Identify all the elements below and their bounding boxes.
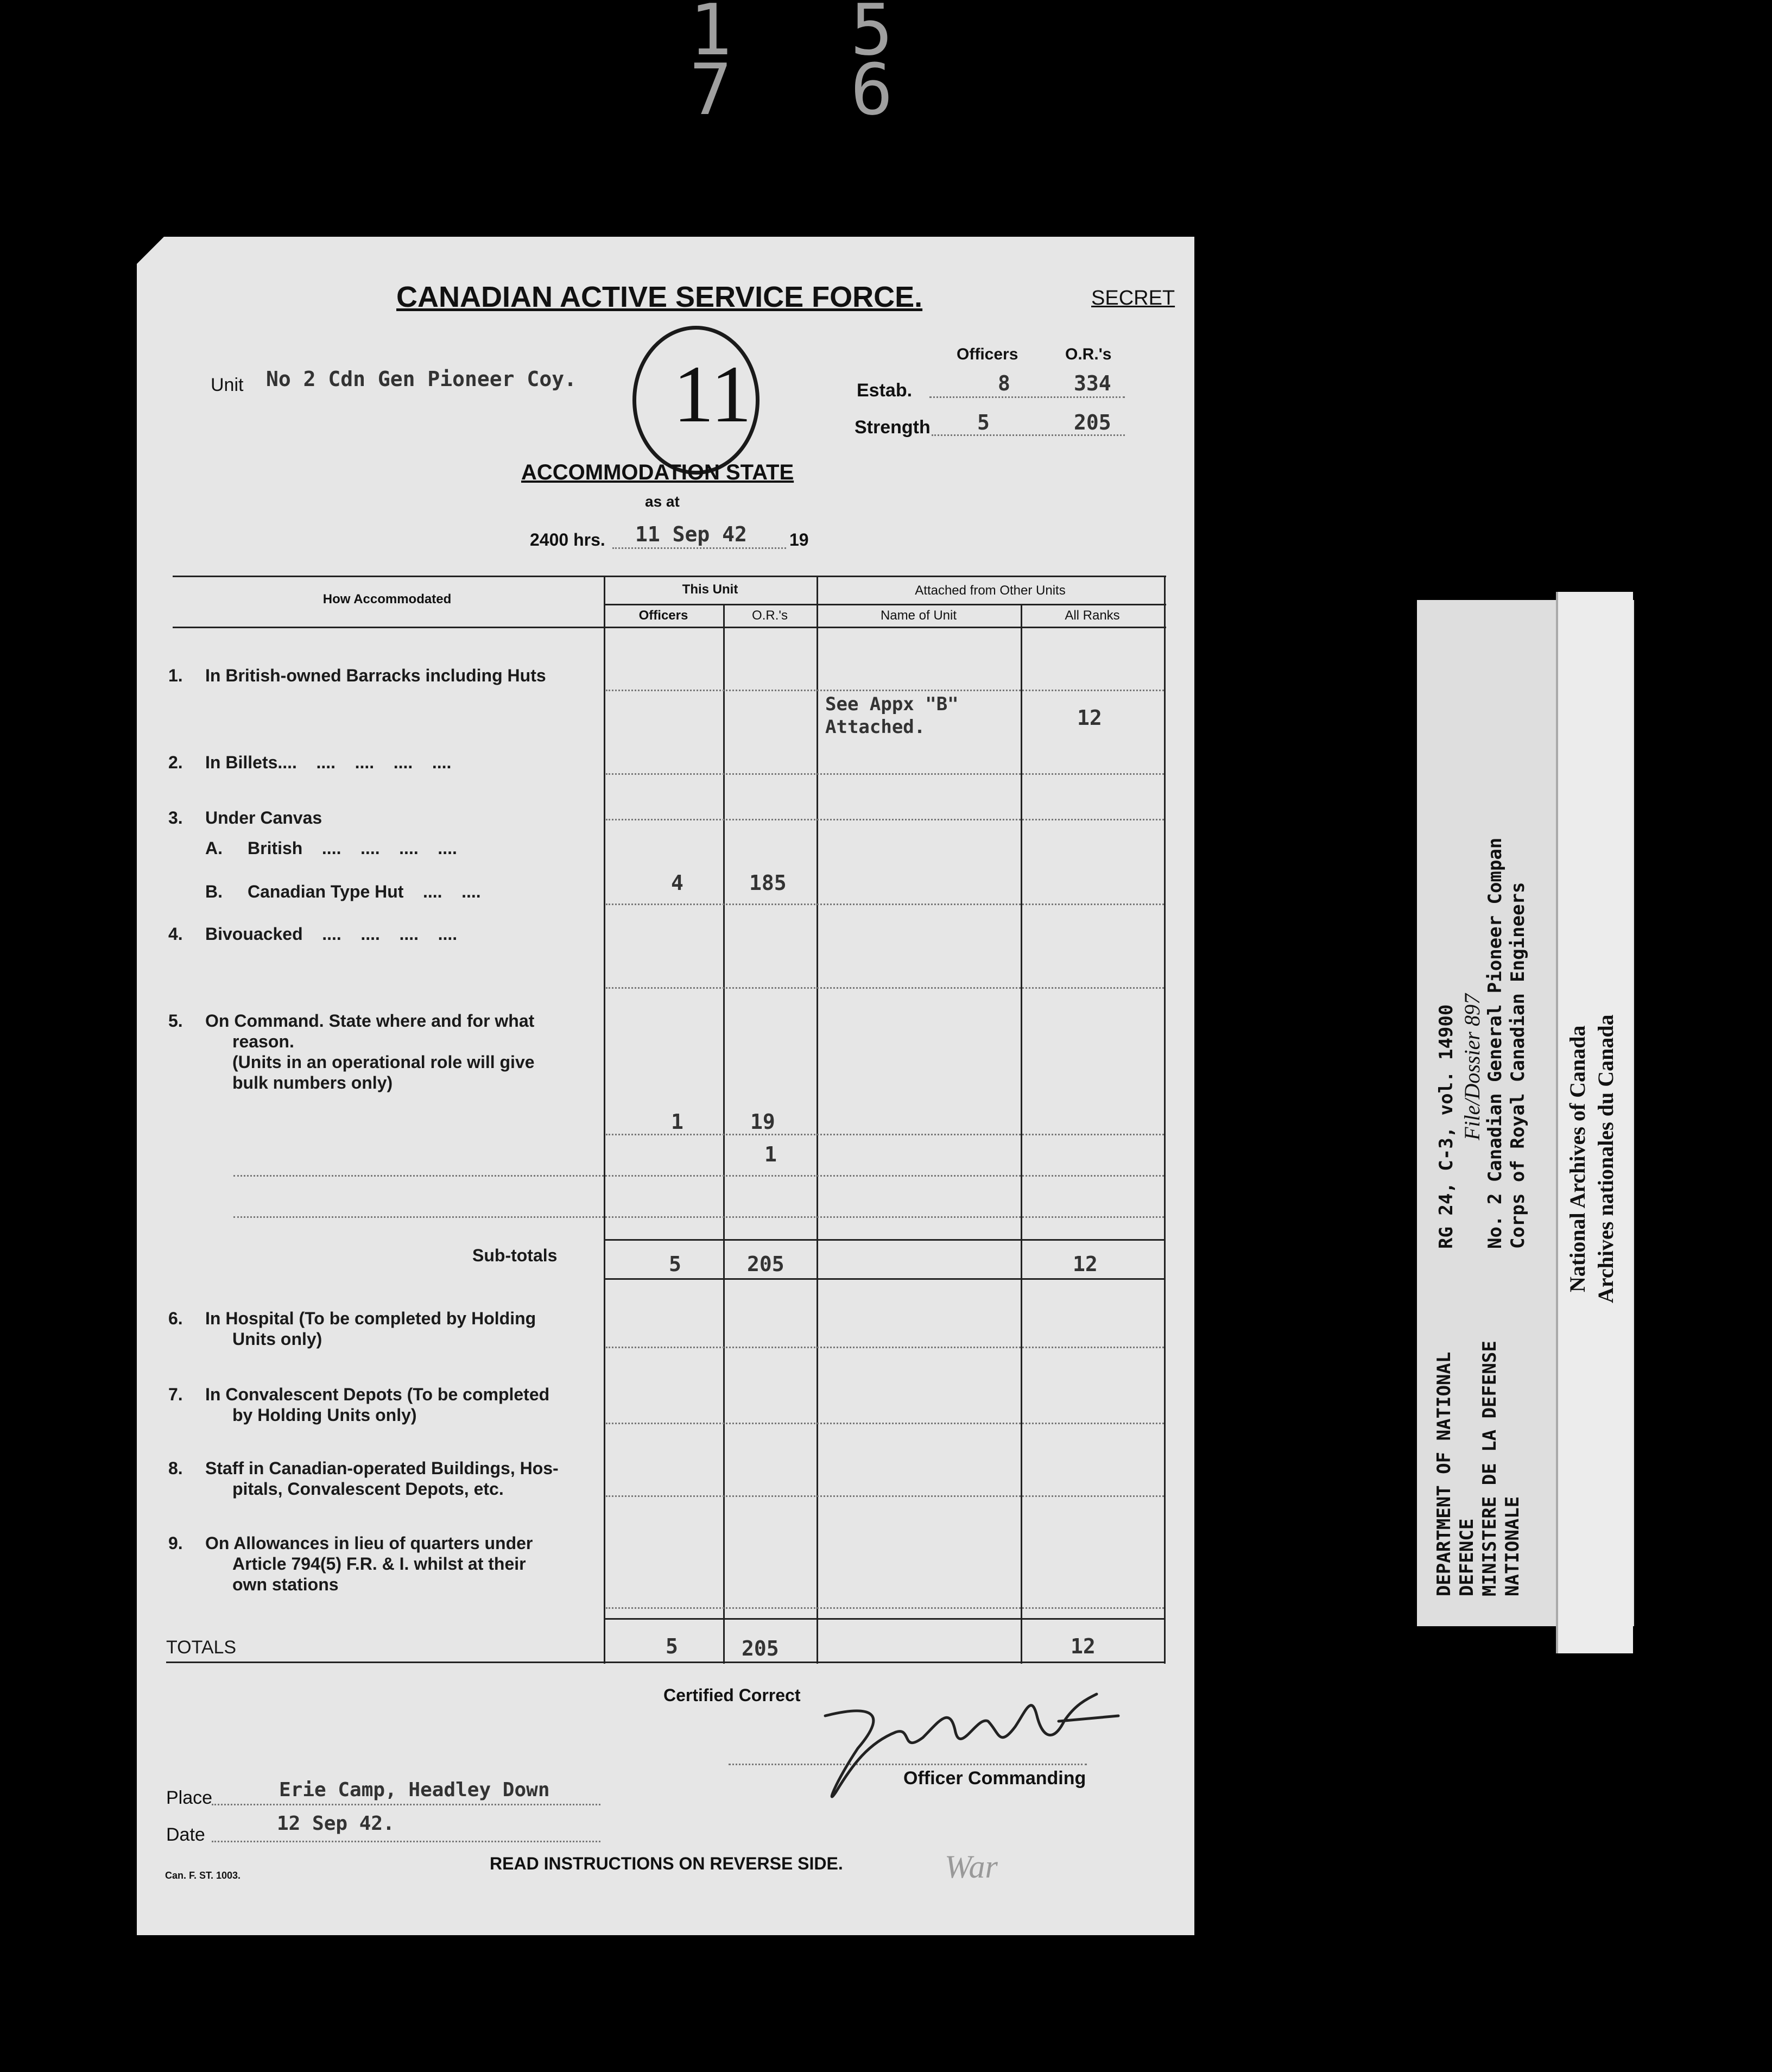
totals-label: TOTALS bbox=[166, 1637, 237, 1658]
row7-label-line1: In Convalescent Depots (To be completed bbox=[205, 1385, 550, 1404]
estab-ors: 334 bbox=[1074, 371, 1111, 395]
strength-ors: 205 bbox=[1074, 410, 1111, 434]
row5-ors-second: 1 bbox=[764, 1142, 777, 1166]
row1-name-of-unit: See Appx "B" Attached. bbox=[825, 693, 959, 738]
header-how-accommodated: How Accommodated bbox=[322, 592, 452, 607]
estab-label: Estab. bbox=[857, 380, 913, 401]
header-name-of-unit: Name of Unit bbox=[880, 608, 957, 623]
year-prefix: 19 bbox=[789, 530, 809, 549]
certified-correct: Certified Correct bbox=[663, 1685, 801, 1705]
row8-number: 8. bbox=[168, 1458, 183, 1478]
row3b-label: Canadian Type Hut .... .... bbox=[248, 882, 481, 901]
archive-ref-line2: File/Dossier 897 bbox=[1460, 994, 1484, 1140]
total-ors: 205 bbox=[742, 1637, 779, 1660]
row3b-letter: B. bbox=[205, 882, 223, 901]
row2-number: 2. bbox=[168, 753, 183, 772]
place-label: Place bbox=[166, 1787, 213, 1808]
row3a-letter: A. bbox=[205, 838, 223, 858]
header-officers: Officers bbox=[638, 608, 688, 623]
header-ors: O.R.'s bbox=[752, 608, 788, 623]
total-all-ranks: 12 bbox=[1071, 1634, 1096, 1658]
subtotal-officers: 5 bbox=[669, 1252, 681, 1276]
row7-label-line2: by Holding Units only) bbox=[232, 1405, 417, 1425]
read-instructions: READ INSTRUCTIONS ON REVERSE SIDE. bbox=[490, 1854, 843, 1873]
header-attached: Attached from Other Units bbox=[915, 583, 1066, 598]
row6-number: 6. bbox=[168, 1309, 183, 1328]
row8-label-line1: Staff in Canadian-operated Buildings, Hos- bbox=[205, 1458, 559, 1478]
row4-number: 4. bbox=[168, 924, 183, 944]
row5-label-line2: reason. bbox=[232, 1032, 294, 1051]
classification-label: SECRET bbox=[1091, 287, 1175, 309]
header-all-ranks: All Ranks bbox=[1065, 608, 1120, 623]
row1-label: In British-owned Barracks including Huts bbox=[205, 666, 546, 685]
archive-ref-line1: RG 24, C-3, vol. 14900 bbox=[1435, 1004, 1457, 1249]
row9-label-line2: Article 794(5) F.R. & I. whilst at their bbox=[232, 1554, 526, 1574]
total-officers: 5 bbox=[666, 1634, 678, 1658]
unit-label: Unit bbox=[211, 375, 244, 395]
estab-officers: 8 bbox=[998, 371, 1010, 395]
subtotal-ors: 205 bbox=[747, 1252, 784, 1276]
form-title: CANADIAN ACTIVE SERVICE FORCE. bbox=[396, 281, 923, 313]
subtotals-label: Sub-totals bbox=[472, 1246, 558, 1265]
row5-label-line4: bulk numbers only) bbox=[232, 1073, 393, 1092]
frame-number: 1 5 7 6 bbox=[689, 0, 931, 131]
subtotal-all-ranks: 12 bbox=[1073, 1252, 1098, 1276]
row5-label-line3: (Units in an operational role will give bbox=[232, 1052, 535, 1072]
stamp-number: 11 bbox=[673, 349, 752, 439]
officer-signature bbox=[803, 1683, 1129, 1814]
row5-number: 5. bbox=[168, 1011, 183, 1031]
row5-label-line1: On Command. State where and for what bbox=[205, 1011, 535, 1031]
archive-ref-line3: No. 2 Canadian General Pioneer Compan bbox=[1484, 837, 1506, 1249]
row9-label-line3: own stations bbox=[232, 1575, 339, 1594]
officers-header: Officers bbox=[957, 345, 1018, 363]
place-value: Erie Camp, Headley Down bbox=[279, 1779, 550, 1801]
as-at-date: 11 Sep 42 bbox=[635, 522, 747, 546]
archive-ref-line4: Corps of Royal Canadian Engineers bbox=[1507, 882, 1529, 1249]
row7-number: 7. bbox=[168, 1385, 183, 1404]
department-line2: DEFENCE bbox=[1456, 1518, 1478, 1596]
accommodation-state-title: ACCOMMODATION STATE bbox=[521, 460, 794, 484]
row9-label-line1: On Allowances in lieu of quarters under bbox=[205, 1533, 533, 1553]
row3b-ors: 185 bbox=[749, 871, 787, 895]
row6-label-line1: In Hospital (To be completed by Holding bbox=[205, 1309, 536, 1328]
department-line4: NATIONALE bbox=[1502, 1496, 1523, 1596]
nac-english: National Archives of Canada bbox=[1565, 1025, 1590, 1292]
strength-label: Strength bbox=[855, 417, 931, 438]
row3a-label: British .... .... .... .... bbox=[248, 838, 457, 858]
date-value: 12 Sep 42. bbox=[277, 1812, 395, 1835]
officer-commanding-label: Officer Commanding bbox=[903, 1768, 1086, 1789]
row4-label: Bivouacked .... .... .... .... bbox=[205, 924, 458, 944]
row3b-officers: 4 bbox=[671, 871, 684, 895]
ors-header: O.R.'s bbox=[1065, 345, 1112, 363]
handwritten-note: War bbox=[945, 1849, 998, 1885]
time-label: 2400 hrs. bbox=[530, 530, 605, 549]
row6-label-line2: Units only) bbox=[232, 1329, 322, 1349]
row3-label: Under Canvas bbox=[205, 808, 322, 827]
row3-number: 3. bbox=[168, 808, 183, 827]
form-code: Can. F. ST. 1003. bbox=[165, 1870, 241, 1881]
strength-officers: 5 bbox=[977, 410, 990, 434]
row5-officers: 1 bbox=[671, 1110, 684, 1134]
row1-number: 1. bbox=[168, 666, 183, 685]
row5-ors: 19 bbox=[750, 1110, 775, 1134]
nac-french: Archives nationales du Canada bbox=[1593, 1014, 1618, 1303]
row1-all-ranks: 12 bbox=[1077, 706, 1102, 730]
header-this-unit: This Unit bbox=[682, 582, 738, 597]
row2-label: In Billets.... .... .... .... .... bbox=[205, 753, 452, 772]
date-label: Date bbox=[166, 1824, 205, 1845]
row8-label-line2: pitals, Convalescent Depots, etc. bbox=[232, 1479, 504, 1499]
as-at-label: as at bbox=[645, 493, 680, 510]
row9-number: 9. bbox=[168, 1533, 183, 1553]
unit-value: No 2 Cdn Gen Pioneer Coy. bbox=[266, 367, 577, 391]
department-line3: MINISTERE DE LA DEFENSE bbox=[1479, 1341, 1501, 1596]
department-line1: DEPARTMENT OF NATIONAL bbox=[1433, 1351, 1455, 1596]
